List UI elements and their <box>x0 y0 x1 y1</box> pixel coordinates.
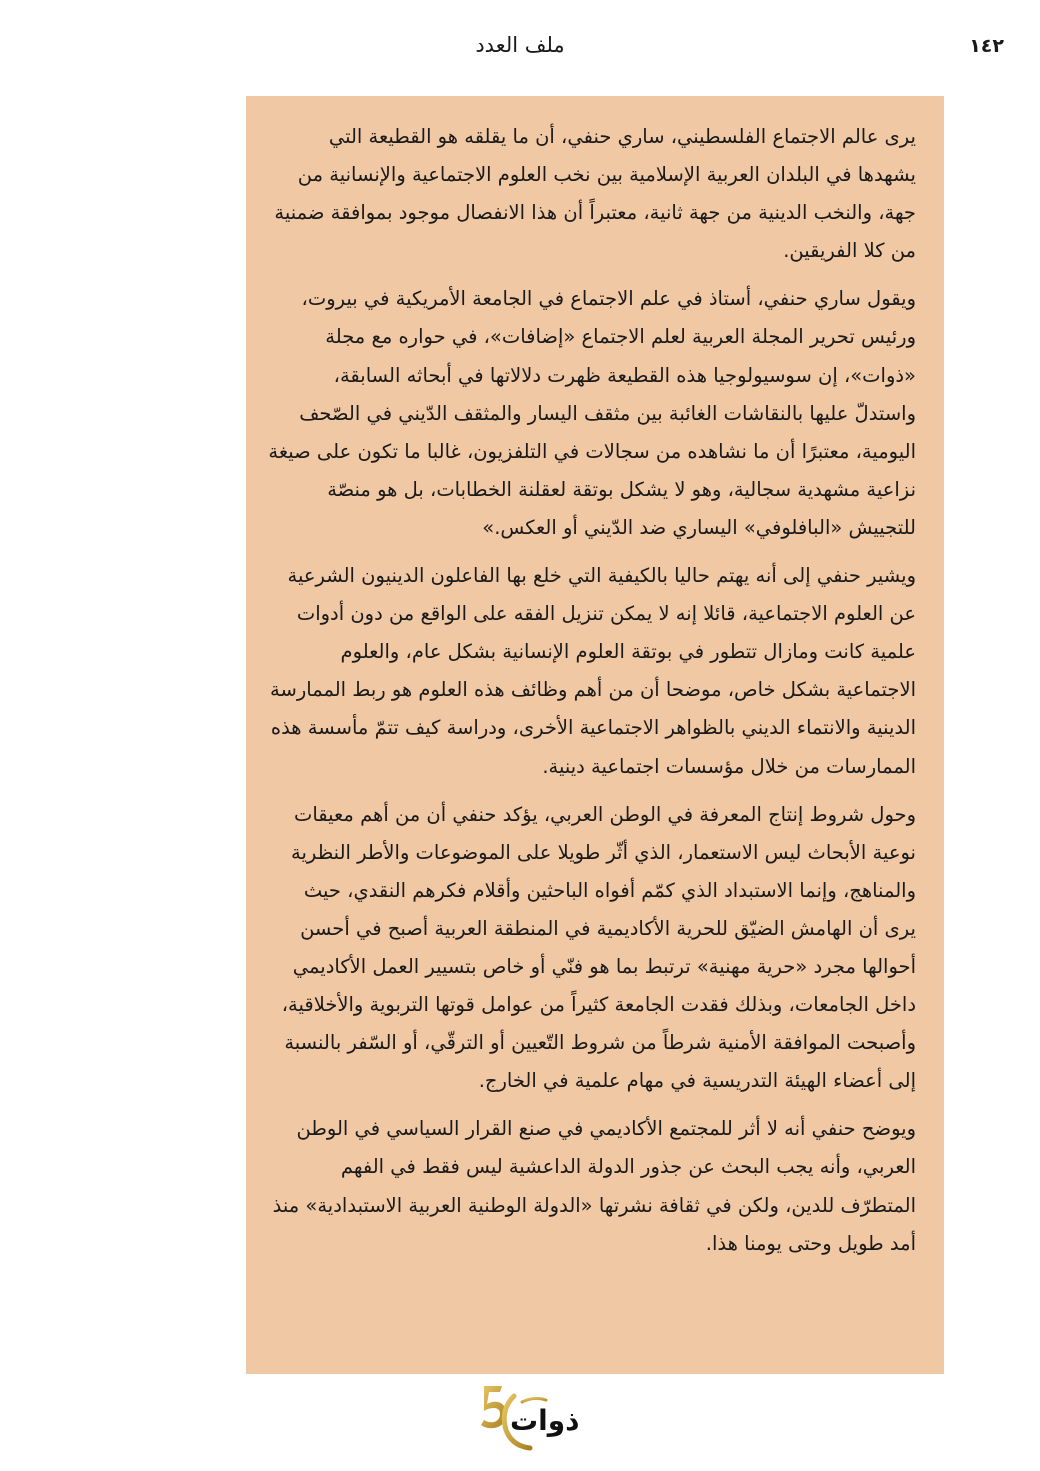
article-box <box>246 96 944 1374</box>
article-paragraph: ويوضح حنفي أنه لا أثر للمجتمع الأكاديمي في صنع القرار السياسي في الوطن العربي، وأنه يجب البحث عن جذور الدولة الداعشية ليس فقط في الفهم المتطرّف للدين، ولكن في ثقافة نشرتها «الدولة الوطنية العربية الاستبدادية» منذ أمد طويل وحتى يومنا هذا. <box>272 1117 916 1255</box>
logo-wordmark: ذوات <box>510 1404 580 1437</box>
article-paragraph: ويقول ساري حنفي، أستاذ في علم الاجتماع في الجامعة الأمريكية في بيروت، ورئيس تحرير المجلة العربية لعلم الاجتماع «إضافات»، في حواره مع مجلة «ذوات»، إن سوسيولوجيا هذه القطيعة ظهرت دلالاتها في أبحاثه السابقة، واستدلّ عليها بالنقاشات الغائبة بين مثقف اليسار والمثقف الدّيني في الصّحف اليومية، معتبرًا أن ما نشاهده من سجالات في التلفزيون، غالبا ما تكون على صيغة نزاعية مشهدية سجالية، وهو لا يشكل بوتقة لعقلنة الخطابات، بل هو منصّة للتجييش «البافلوفي» اليساري ضد الدّيني أو العكس.» <box>268 287 916 539</box>
article-paragraph: يرى عالم الاجتماع الفلسطيني، ساري حنفي، أن ما يقلقه هو القطيعة التي يشهدها في البلدان العربية الإسلامية بين نخب العلوم الاجتماعية والإنسانية من جهة، والنخب الدينية من جهة ثانية، معتبراً أن هذا الانفصال موجود بموافقة ضمنية من كلا الفريقين. <box>274 125 916 263</box>
article-paragraph: ويشير حنفي إلى أنه يهتم حاليا بالكيفية التي خلع بها الفاعلون الدينيون الشرعية عن العلوم الاجتماعية، قائلا إنه لا يمكن تنزيل الفقه على الواقع من دون أدوات علمية كانت ومازال تتطور في بوتقة العلوم الإنسانية بشكل عام، والعلوم الاجتماعية بشكل خاص، موضحا أن من أهم وظائف هذه العلوم هو ربط الممارسة الدينية والانتماء الديني بالظواهر الاجتماعية الأخرى، ودراسة كيف تتمّ مأسسة هذه الممارسات من خلال مؤسسات اجتماعية دينية. <box>270 564 916 778</box>
page-number: ١٤٢ <box>969 35 1004 57</box>
dhawat-logo <box>470 1380 610 1452</box>
article-paragraph: وحول شروط إنتاج المعرفة في الوطن العربي، يؤكد حنفي أن من أهم معيقات نوعية الأبحاث ليس الاستعمار، الذي أثّر طويلا على الموضوعات والأطر النظرية والمناهج، وإنما الاستبداد الذي كمّم أفواه الباحثين وأقلام فكرهم النقدي، حيث يرى أن الهامش الضيّق للحرية الأكاديمية في المنطقة العربية أصبح في أحسن أحوالها مجرد «حرية مهنية» ترتبط بما هو فنّي أو خاص بتسيير العمل الأكاديمي داخل الجامعات، وبذلك فقدت الجامعة كثيراً من عوامل قوتها التربوية والأخلاقية، وأصبحت الموافقة الأمنية شرطاً من شروط التّعيين أو الترقّي، أو السّفر بالنسبة إلى أعضاء الهيئة التدريسية في مهام علمية في الخارج. <box>281 802 916 1093</box>
section-title: ملف العدد <box>475 33 565 57</box>
